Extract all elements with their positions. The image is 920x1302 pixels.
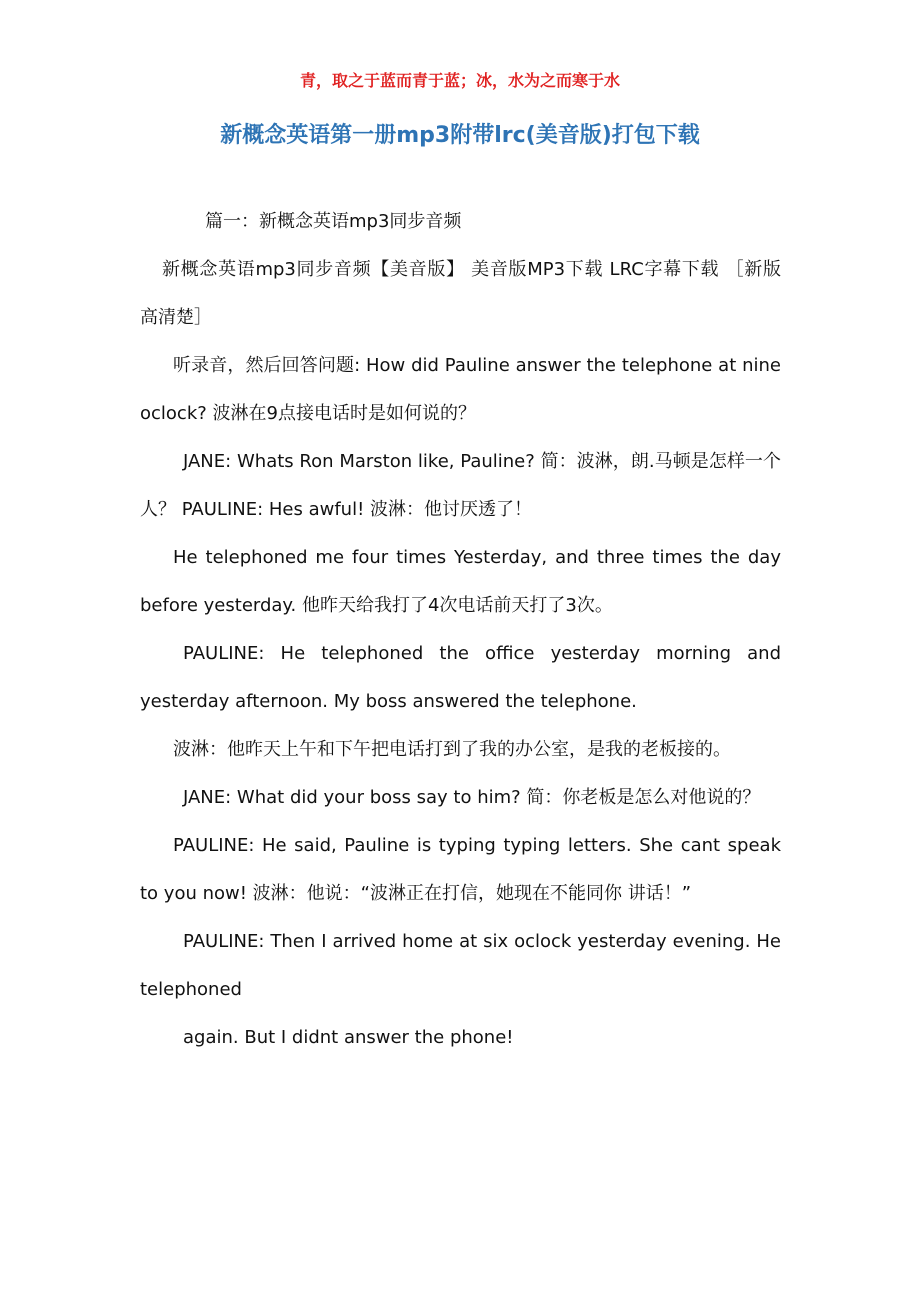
- paragraph: 新概念英语mp3同步音频【美音版】 美音版MP3下载 LRC字幕下载 ［新版 高清楚］: [140, 259, 781, 328]
- header-motto: 青，取之于蓝而青于蓝；冰，水为之而寒于水: [299, 71, 620, 90]
- paragraph: PAULINE: Then I arrived home at six oclock yesterday evening. He telephoned: [140, 931, 781, 1000]
- paragraph: PAULINE: He said, Pauline is typing typing letters. She cant speak to you now! 波淋：他说：“波淋正在打信，她现在不能同你 讲话！”: [140, 835, 781, 904]
- article-body: [140, 198, 781, 1062]
- paragraph: PAULINE: He telephoned the office yesterday morning and yesterday afternoon. My boss answered the telephone.: [140, 643, 781, 712]
- document-title: 新概念英语第一册mp3附带lrc(美音版)打包下载: [220, 123, 700, 148]
- paragraph: JANE: Whats Ron Marston like, Pauline? 简：波淋，朗.马顿是怎样一个人？ PAULINE: Hes awful! 波淋：他讨厌透了！: [140, 451, 781, 520]
- paragraph: JANE: What did your boss say to him? 简：你老板是怎么对他说的？: [183, 787, 761, 808]
- paragraph: He telephoned me four times Yesterday, and three times the day before yesterday. 他昨天给我打了4次电话前天打了3次。: [140, 547, 781, 616]
- paragraph: 波淋：他昨天上午和下午把电话打到了我的办公室，是我的老板接的。: [173, 739, 731, 760]
- paragraph: again. But I didnt answer the phone!: [183, 1027, 514, 1048]
- paragraph: 篇一：新概念英语mp3同步音频: [205, 211, 462, 232]
- paragraph: 听录音，然后回答问题: How did Pauline answer the telephone at nine oclock? 波淋在9点接电话时是如何说的？: [140, 355, 781, 424]
